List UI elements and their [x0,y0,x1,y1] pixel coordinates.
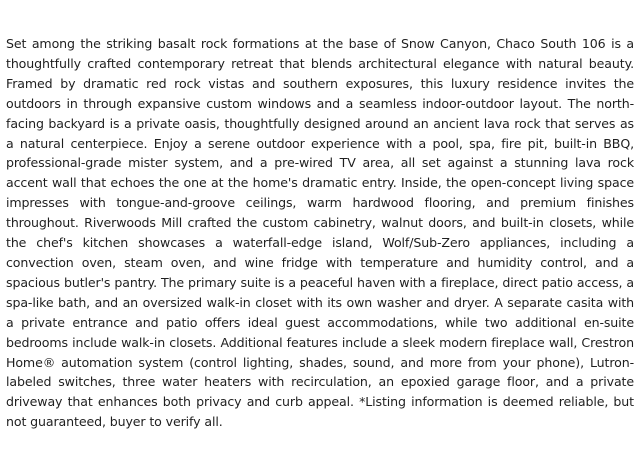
listing-description-text: Set among the striking basalt rock formations at the base of Snow Canyon, Chaco South 106 is a thoughtfully crafted contemporary retreat that blends architectural elegance with natural beauty. Framed by dramatic red rock vistas and southern exposures, this luxury residence invites the outdoors in through expansive custom windows and a seamless indoor-outdoor layout. The north-facing backyard is a private oasis, thoughtfully designed around an ancient lava rock that serves as a natural centerpiece. Enjoy a serene outdoor experience with a pool, spa, fire pit, built-in BBQ, professional-grade mister system, and a pre-wired TV area, all set against a stunning lava rock accent wall that echoes the one at the home's dramatic entry. Inside, the open-concept living space impresses with tongue-and-groove ceilings, warm hardwood flooring, and premium finishes throughout. Riverwoods Mill crafted the custom cabinetry, walnut doors, and built-in closets, while the chef's kitchen showcases a waterfall-edge island, Wolf/Sub-Zero appliances, including a convection oven, steam oven, and wine fridge with temperature and humidity control, and a spacious butler's pantry. The primary suite is a peaceful haven with a fireplace, direct patio access, a spa-like bath, and an oversized walk-in closet with its own washer and dryer. A separate casita with a private entrance and patio offers ideal guest accommodations, while two additional en-suite bedrooms include walk-in closets. Additional features include a sleek modern fireplace wall, Crestron Home® automation system (control lighting, shades, sound, and more from your phone), Lutron-labeled switches, three water heaters with recirculation, an epoxied garage floor, and a private driveway that enhances both privacy and curb appeal. *Listing information is deemed reliable, but not guaranteed, buyer to verify all. [6,36,634,430]
